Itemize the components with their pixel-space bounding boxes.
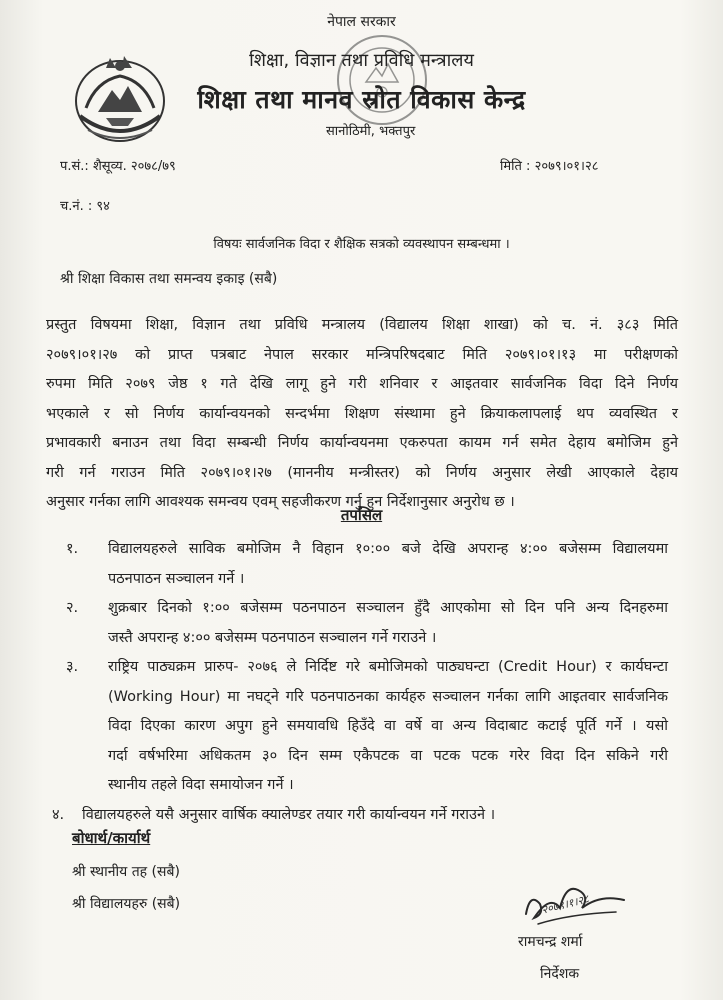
body-line: भएकाले र सो निर्णय कार्यान्वयनको सन्दर्भमा शिक्षण संस्थामा हुने क्रियाकलापलाई थप व्यवस्थित र <box>46 405 678 422</box>
office-name: शिक्षा तथा मानव स्रोत विकास केन्द्र <box>197 85 526 114</box>
cc-entry: श्री स्थानीय तह (सबै) <box>72 864 180 880</box>
list-item-number: ४. <box>52 807 65 823</box>
list-item-number: ३. <box>66 659 79 675</box>
list-item-line: विद्यालयहरुले यसै अनुसार वार्षिक क्यालेण्डर तयार गरी कार्यान्वयन गर्ने गराउने । <box>82 807 496 823</box>
body-line: २०७९।०१।२७ को प्राप्त पत्रबाट नेपाल सरकार मन्त्रिपरिषदबाट मिति २०७९।०१।१३ मा परीक्षणको <box>46 346 678 363</box>
body-line: प्रस्तुत विषयमा शिक्षा, विज्ञान तथा प्रविधि मन्त्रालय (विद्यालय शिक्षा शाखा) को च. नं. ३८३ मिति <box>46 317 678 333</box>
list-item-line: विद्यालयहरुले साविक बमोजिम नै विहान १०:०० बजे देखि अपरान्ह ४:०० बजेसम्म विद्यालयमा <box>108 541 668 557</box>
addressee: श्री शिक्षा विकास तथा समन्वय इकाइ (सबै) <box>60 271 278 287</box>
list-item-line: स्थानीय तहले विदा समायोजन गर्ने । <box>108 777 294 793</box>
body-line: गरी गर्न गराउन मिति २०७९।०१।२७ (माननीय मन्त्रीस्तर) को निर्णय अनुसार लेखी आएकाले देहाय <box>46 464 678 481</box>
signatory-title: निर्देशक <box>540 966 580 982</box>
list-item-number: १. <box>66 541 79 557</box>
office-location: सानोठिमी, भक्तपुर <box>326 124 416 139</box>
list-item-line: शुक्रबार दिनको १:०० बजेसम्म पठनपाठन सञ्चालन हुँदै आएकोमा सो दिन पनि अन्य दिनहरुमा <box>108 600 668 616</box>
body-line: रुपमा मिति २०७९ जेष्ठ १ गते देखि लागू हुने गरी शनिवार र आइतवार सार्वजनिक विदा दिने निर्णय <box>46 376 678 392</box>
ministry-name: शिक्षा, विज्ञान तथा प्रविधि मन्त्रालय <box>249 50 474 71</box>
list-item-line: जस्तै अपरान्ह ४:०० बजेसम्म पठनपाठन सञ्चालन गर्ने गराउने । <box>108 629 437 646</box>
list-item-line: पठनपाठन सञ्चालन गर्ने । <box>108 570 245 587</box>
list-item-number: २. <box>66 600 79 616</box>
body-paragraph <box>46 311 678 518</box>
list-item-line: विदा दिएका कारण अपुग हुने समयावधि हिउँदे वा वर्षे वा अन्य विदाबाट कटाई पूर्ति गर्ने । यसो <box>108 718 668 734</box>
dispatch-number: च.नं. : ९४ <box>60 199 110 214</box>
body-line: प्रभावकारी बनाउन तथा विदा सम्बन्धी निर्णय कार्यान्वयनमा एकरुपता कायम गर्न समेत देहाय बमोजिम हुने <box>46 435 678 451</box>
government-name: नेपाल सरकार <box>327 14 396 30</box>
reference-number: प.सं.: शैसूव्य. २०७८/७९ <box>60 159 176 174</box>
list-item-line: राष्ट्रिय पाठ्यक्रम प्रारुप- २०७६ ले निर्दिष्ट गरे बमोजिमको पाठ्यघन्टा (Credit Hour) र कार्यघन्टा <box>108 659 668 675</box>
letter-subject: विषयः सार्वजनिक विदा र शैक्षिक सत्रको व्यवस्थापन सम्बन्धमा । <box>213 237 510 252</box>
body-line: अनुसार गर्नका लागि आवश्यक समन्वय एवम् सहजीकरण गर्नु हुन निर्देशानुसार अनुरोध छ । <box>46 494 515 510</box>
list-item-line: गर्दा वर्षभरिमा अधिकतम ३० दिन सम्म एकैपटक वा पटक पटक गरेर विदा दिन सकिने गरी <box>108 747 668 764</box>
cc-heading: बोधार्थ/कार्यार्थ <box>72 829 151 847</box>
signatory-name: रामचन्द्र शर्मा <box>518 934 583 950</box>
letter-date: मिति : २०७९।०१।२८ <box>500 159 599 174</box>
list-item-line: (Working Hour) मा नघट्ने गरि पठनपाठनका कार्यहरु सञ्चालन गर्नका लागि आइतवार सार्वजनिक <box>108 688 668 705</box>
schedule-heading: तपसिल <box>340 506 383 524</box>
cc-entry: श्री विद्यालयहरु (सबै) <box>72 896 181 912</box>
signature-date: २०७९।१।२८ <box>540 892 591 917</box>
